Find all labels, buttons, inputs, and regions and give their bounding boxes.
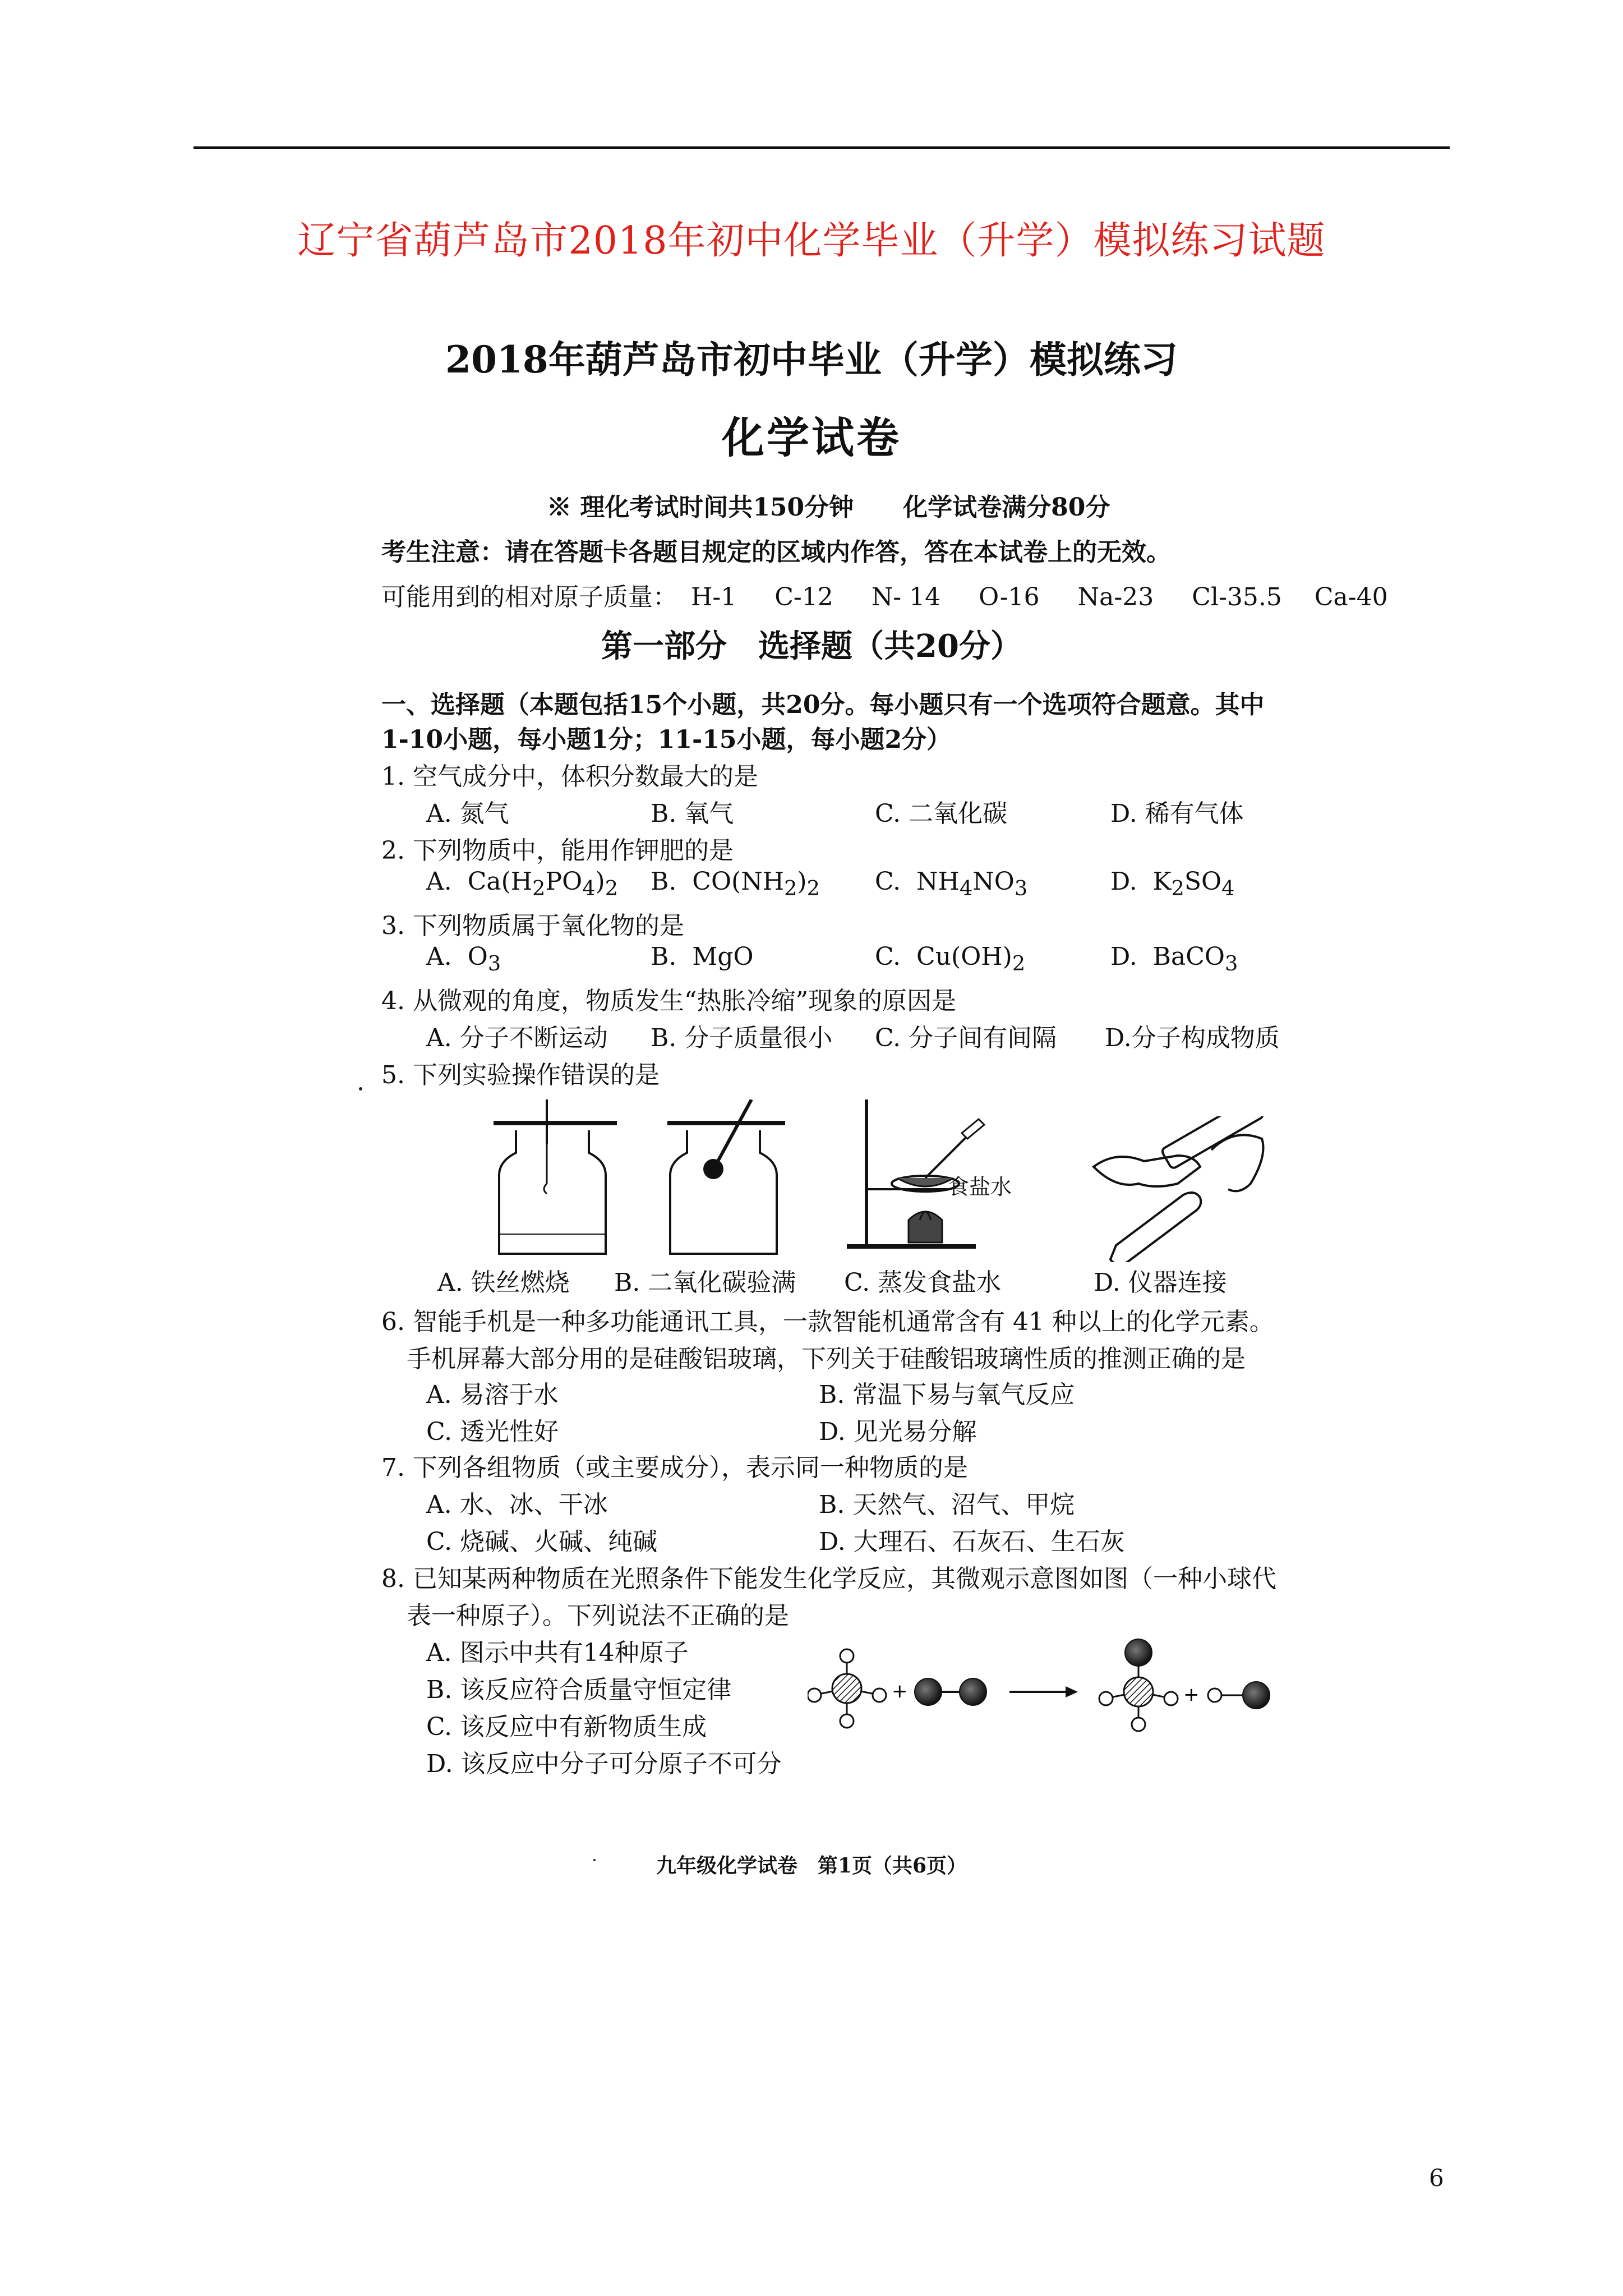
mass-o: O-16: [979, 583, 1040, 611]
exam-notice: 考生注意：请在答题卡各题目规定的区域内作答，答在本试卷上的无效。: [381, 538, 1171, 567]
page-footer: 九年级化学试卷 第1页（共6页）: [656, 1854, 967, 1878]
q5-stem: 5. 下列实验操作错误的是: [381, 1061, 660, 1089]
q2-option-c: C. $NH_4NO_3$: [875, 867, 1028, 900]
figure-d-instrument-connection: [1082, 1116, 1273, 1262]
q5-option-d: D. 仪器连接: [1094, 1268, 1227, 1297]
q4-option-b: B. 分子质量很小: [651, 1024, 833, 1052]
q5-option-c: C. 蒸发食盐水: [844, 1268, 1002, 1297]
q3-option-a: A. $O_3$: [426, 942, 501, 976]
q8-option-d: D. 该反应中分子可分原子不可分: [426, 1750, 782, 1778]
reactant-molecule-2: [915, 1678, 986, 1705]
exam-subject: 化学试卷: [722, 413, 901, 463]
product-molecule-2: [1208, 1682, 1270, 1709]
plus-sign-2: +: [1183, 1683, 1200, 1706]
mass-cl: Cl-35.5: [1192, 583, 1282, 611]
q6-option-c: C. 透光性好: [426, 1418, 559, 1446]
atomic-mass-label: 可能用到的相对原子质量：: [381, 583, 677, 611]
exam-title: 2018年葫芦岛市初中毕业（升学）模拟练习: [445, 338, 1178, 381]
reaction-diagram: [808, 1638, 1279, 1739]
q8-stem-line2: 表一种原子）。下列说法不正确的是: [407, 1602, 789, 1630]
q1-option-a: A. 氮气: [426, 799, 509, 828]
q3-option-b: B. MgO: [651, 942, 754, 971]
section-instruction-2: 1-10小题，每小题1分；11-15小题，每小题2分）: [381, 725, 952, 754]
figure-b-co2-check: [662, 1099, 808, 1262]
q5-option-b: B. 二氧化碳验满: [614, 1268, 796, 1297]
q3-option-d: D. BaCO$_3$: [1110, 942, 1238, 976]
figure-c-label-salt-water: 食盐水: [948, 1175, 1012, 1199]
reactant-molecule-1: [808, 1649, 886, 1728]
q7-option-a: A. 水、冰、干冰: [426, 1490, 608, 1519]
q6-option-b: B. 常温下易与氧气反应: [819, 1381, 1075, 1409]
q4-option-a: A. 分子不断运动: [426, 1024, 608, 1052]
q4-option-d: D.分子构成物质: [1105, 1024, 1280, 1052]
q3-stem: 3. 下列物质属于氧化物的是: [381, 912, 684, 940]
mass-na: Na-23: [1077, 583, 1154, 611]
q6-option-d: D. 见光易分解: [819, 1418, 977, 1446]
figure-a-iron-wire: [482, 1099, 628, 1262]
q6-option-a: A. 易溶于水: [426, 1381, 559, 1409]
q4-stem: 4. 从微观的角度，物质发生“热胀冷缩”现象的原因是: [381, 987, 956, 1015]
q2-stem: 2. 下列物质中，能用作钾肥的是: [381, 836, 734, 865]
q1-option-b: B. 氧气: [651, 799, 734, 828]
product-molecule-1: [1099, 1639, 1178, 1731]
scan-speck: [359, 1087, 362, 1091]
q7-option-b: B. 天然气、沼气、甲烷: [819, 1490, 1075, 1519]
reaction-arrow-icon: [1009, 1686, 1078, 1697]
q6-stem-line2: 手机屏幕大部分用的是硅酸铝玻璃，下列关于硅酸铝玻璃性质的推测正确的是: [407, 1345, 1246, 1373]
page-number: 6: [1429, 2164, 1444, 2192]
section-instruction-1: 一、选择题（本题包括15个小题，共20分。每小题只有一个选项符合题意。其中: [381, 691, 1265, 719]
q7-stem: 7. 下列各组物质（或主要成分），表示同一种物质的是: [381, 1453, 968, 1482]
top-rule: [193, 146, 1450, 149]
plus-sign-1: +: [892, 1680, 908, 1703]
q6-stem-line1: 6. 智能手机是一种多功能通讯工具，一款智能机通常含有 41 种以上的化学元素。: [381, 1308, 1274, 1336]
q2-option-b: B. $CO(NH_2)_2$: [651, 867, 820, 900]
q4-option-c: C. 分子间有间隔: [875, 1024, 1057, 1052]
q2-option-a: A. $Ca(H_2PO_4)_2$: [426, 867, 619, 900]
q7-option-c: C. 烧碱、火碱、纯碱: [426, 1527, 658, 1556]
q2-option-d: D. $K_2SO_4$: [1110, 867, 1235, 900]
q1-option-c: C. 二氧化碳: [875, 799, 1008, 828]
q8-option-c: C. 该反应中有新物质生成: [426, 1713, 707, 1741]
section-title: 第一部分 选择题（共20分）: [601, 628, 1022, 665]
mass-h: H-1: [691, 583, 737, 611]
time-note: ※ 理化考试时间共150分钟 化学试卷满分80分: [547, 493, 1110, 522]
q8-option-b: B. 该反应符合质量守恒定律: [426, 1676, 732, 1704]
atomic-mass-line: [381, 577, 1388, 613]
q8-stem-line1: 8. 已知某两种物质在光照条件下能发生化学反应，其微观示意图如图（一种小球代: [381, 1565, 1276, 1593]
q8-option-a: A. 图示中共有14种原子: [426, 1639, 689, 1667]
mass-ca: Ca-40: [1314, 583, 1388, 611]
q7-option-d: D. 大理石、石灰石、生石灰: [819, 1527, 1125, 1556]
q1-stem: 1. 空气成分中，体积分数最大的是: [381, 762, 758, 791]
mass-n: N- 14: [871, 583, 941, 611]
q1-option-d: D. 稀有气体: [1110, 799, 1244, 828]
mass-c: C-12: [774, 583, 833, 611]
q5-option-a: A. 铁丝燃烧: [437, 1268, 570, 1297]
figure-c-evaporation: [841, 1094, 1043, 1262]
document-title: 辽宁省葫芦岛市2018年初中化学毕业（升学）模拟练习试题: [297, 219, 1326, 263]
q3-option-c: C. $Cu(OH)_2$: [875, 942, 1026, 976]
